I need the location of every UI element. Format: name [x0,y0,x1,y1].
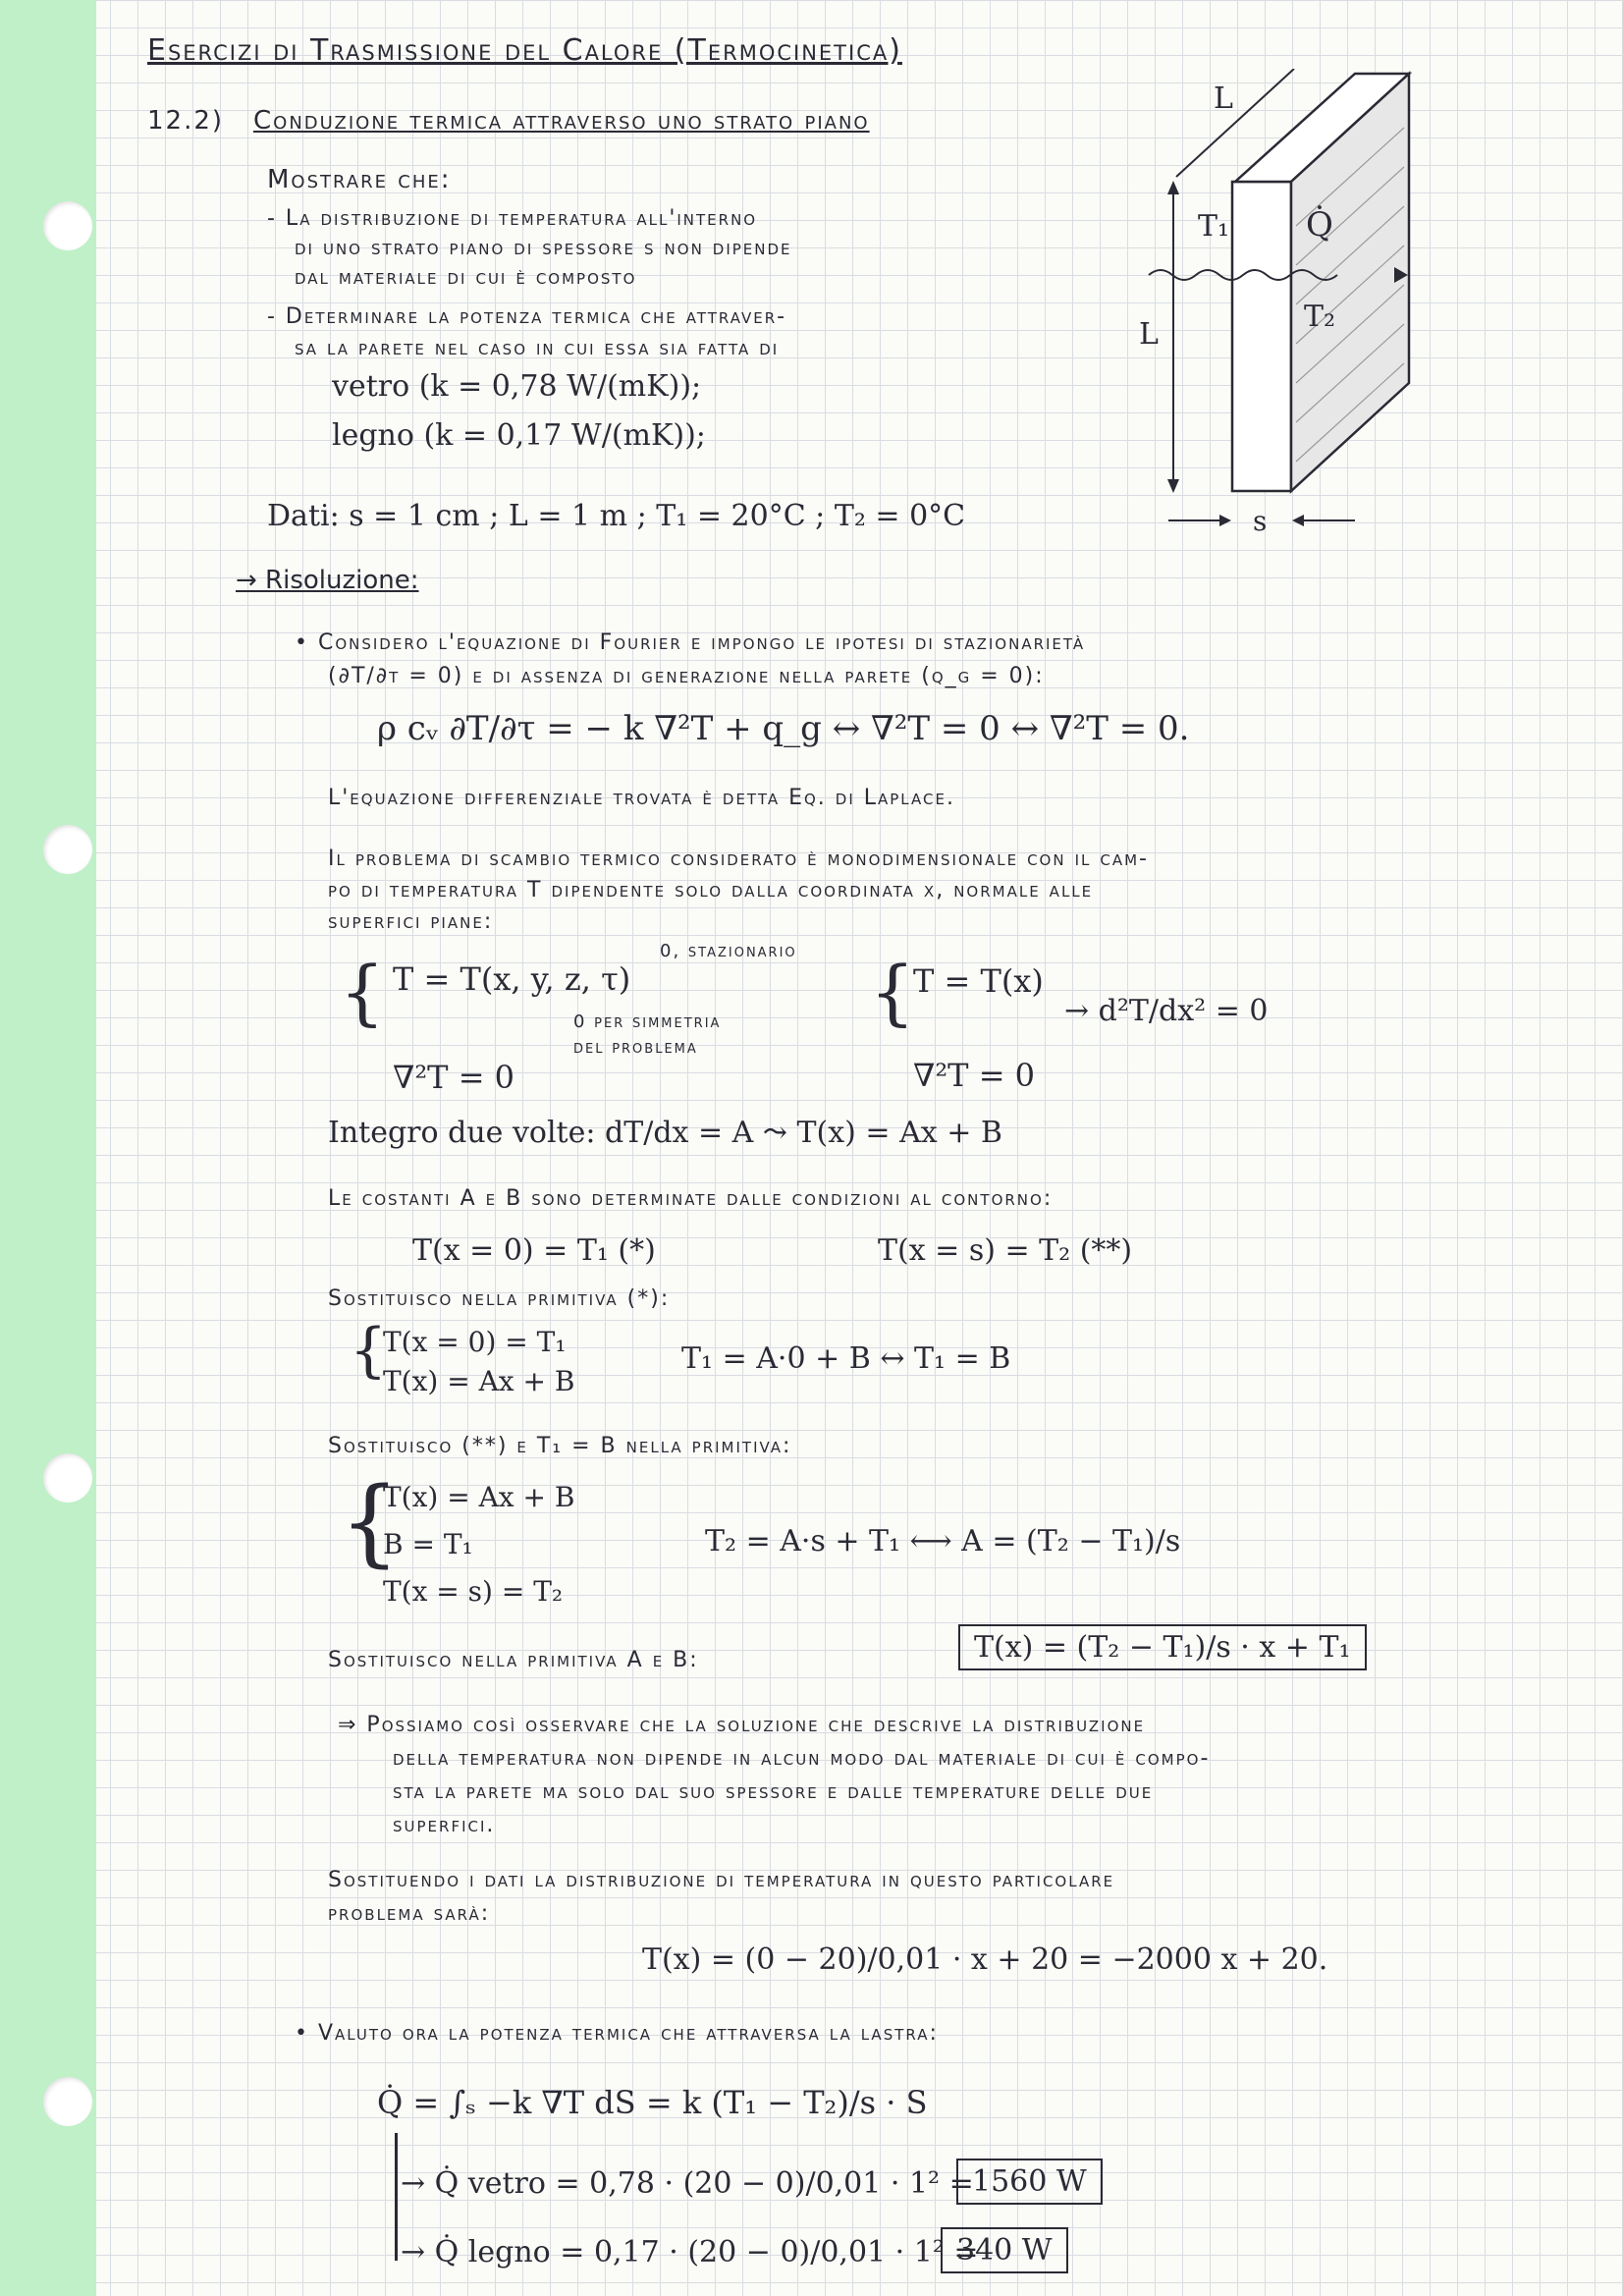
heat-rate-label: Q̇ [1306,205,1333,245]
t2-label: T₂ [1304,300,1336,334]
thickness-label: s [1253,505,1268,537]
wall-front-face [1232,182,1291,491]
fourier-intro-line1: • Considero l'equazione di Fourier e impongo le ipotesi di stazionarietà [295,630,1086,655]
wood-power-calc: → Q̇ legno = 0,17 · (20 − 0)/0,01 · 1² = [401,2235,979,2269]
subst1-result: T₁ = A·0 + B ↔ T₁ = B [681,1341,1011,1376]
boundary-condition-2: T(x = s) = T₂ (**) [878,1233,1133,1268]
constants-line: Le costanti A e B sono determinate dalle condizioni al contorno: [328,1186,1054,1211]
system-brace-right: { [870,951,915,1033]
wood-conductivity: legno (k = 0,17 W/(mK)); [332,418,706,453]
data-subst-line1: Sostituendo i dati la distribuzione di temperatura in questo particolare [328,1868,1115,1892]
boxed-solution: T(x) = (T₂ − T₁)/s · x + T₁ [958,1624,1367,1670]
fourier-intro-line2: (∂T/∂τ = 0) e di assenza di generazione nella parete (q_g = 0): [328,664,1045,688]
binder-hole [43,201,92,250]
task-item1-line1: - La distribuzione di temperatura all'interno [267,206,758,231]
binder-hole [43,825,92,874]
top-length-label: L [1214,82,1233,116]
task-intro: Mostrare che: [267,165,452,194]
fourier-equation: ρ cᵥ ∂T/∂τ = − k ∇²T + q_g ↔ ∇²T = 0 ↔ ∇²T = 0. [377,709,1190,748]
glass-power-calc: → Q̇ vetro = 0,78 · (20 − 0)/0,01 · 1² = [401,2166,974,2201]
subst2-row2: B = T₁ [383,1528,473,1560]
task-item2-line1: - Determinare la potenza termica che attraver- [267,304,787,329]
note-symmetry: 0 per simmetria [573,1011,722,1032]
laplacian-zero-2: ∇²T = 0 [913,1057,1036,1094]
subst2-result: T₂ = A·s + T₁ ⟷ A = (T₂ − T₁)/s [705,1524,1181,1558]
boundary-condition-1: T(x = 0) = T₁ (*) [412,1233,656,1268]
data-subst-line2: problema sarà: [328,1901,491,1926]
conclusion-line2: della temperatura non dipende in alcun modo dal materiale di cui è compo- [393,1746,1211,1771]
second-derivative-zero: → d²T/dx² = 0 [1064,994,1269,1028]
temperature-distribution-result: T(x) = (0 − 20)/0,01 · x + 20 = −2000 x + 20. [642,1942,1328,1977]
field-1d: T = T(x) [913,962,1044,1000]
glass-power-result: 1560 W [956,2159,1103,2205]
conclusion-line4: superfici. [393,1813,496,1837]
subst1-row1: T(x = 0) = T₁ [383,1326,567,1358]
power-formula: Q̇ = ∫ₛ −k ∇T dS = k (T₁ − T₂)/s · S [377,2084,928,2121]
binder-hole [43,1453,92,1503]
given-data: Dati: s = 1 cm ; L = 1 m ; T₁ = 20°C ; T₂ = 0°C [267,499,966,533]
subst1-row2: T(x) = Ax + B [383,1365,575,1397]
double-integration: Integro due volte: dT/dx = A ⤳ T(x) = Ax + B [328,1116,1002,1150]
substitution-1-heading: Sostituisco nella primitiva (*): [328,1286,671,1311]
laplacian-zero-1: ∇²T = 0 [393,1059,515,1096]
page-title: Esercizi di Trasmissione del Calore (Termocinetica) [147,33,902,68]
note-stationary: 0, stazionario [660,941,797,961]
subst2-row3: T(x = s) = T₂ [383,1575,564,1608]
glass-conductivity: vetro (k = 0,78 W/(mK)); [332,369,702,404]
binder-hole [43,2077,92,2126]
laplace-note: L'equazione differenziale trovata è detta Eq. di Laplace. [328,786,955,810]
system-brace-left: { [340,951,385,1033]
t1-label: T₁ [1198,209,1230,244]
substitution-2-heading: Sostituisco (**) e T₁ = B nella primitiva: [328,1434,792,1458]
power-heading: • Valuto ora la potenza termica che attraversa la lastra: [295,2021,939,2046]
conclusion-line1: ⇒ Possiamo così osservare che la soluzione che descrive la distribuzione [338,1713,1146,1737]
wall-diagram [1129,69,1414,540]
branch-line [395,2133,398,2261]
exercise-number: 12.2) [147,106,225,136]
solution-heading: → Risoluzione: [236,566,419,595]
problem-desc-line3: superfici piane: [328,909,494,934]
system-brace-4: { [340,1467,401,1577]
field-definition: T = T(x, y, z, τ) [393,960,631,998]
system-brace-3: { [350,1316,388,1385]
note-problem: del problema [573,1037,698,1058]
wood-power-result: 340 W [941,2227,1068,2273]
task-item2-line2: sa la parete nel caso in cui essa sia fatta di [295,336,780,360]
task-item1-line3: dal materiale di cui è composto [295,265,637,290]
side-length-label: L [1139,317,1159,352]
subst2-row1: T(x) = Ax + B [383,1481,575,1513]
task-item1-line2: di uno strato piano di spessore s non dipende [295,236,792,260]
problem-desc-line1: Il problema di scambio termico considerato è monodimensionale con il cam- [328,847,1149,871]
exercise-heading: Conduzione termica attraverso uno strato piano [253,106,870,136]
problem-desc-line2: po di temperatura T dipendente solo dalla coordinata x, normale alle [328,878,1094,902]
green-margin-strip [0,0,96,2296]
conclusion-line3: sta la parete ma solo dal suo spessore e dalle temperature delle due [393,1779,1154,1804]
substitution-3-heading: Sostituisco nella primitiva A e B: [328,1648,699,1672]
